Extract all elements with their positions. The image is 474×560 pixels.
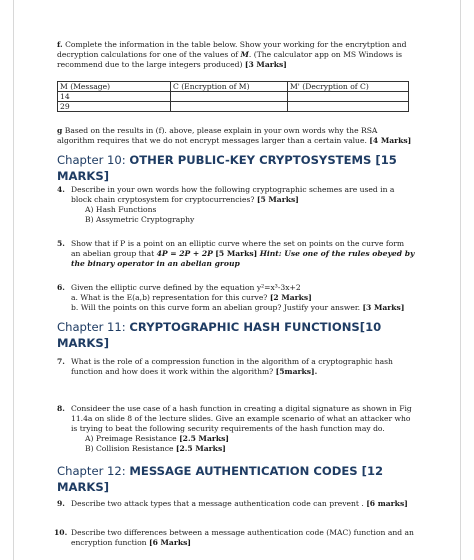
table-cell[interactable] (288, 102, 409, 112)
chapter-prefix: Chapter 11: (57, 320, 130, 334)
question-7 (57, 357, 415, 377)
table-header: M' (Decryption of C) (288, 82, 409, 92)
part-g-text: Based on the results in (f). above, please explain in your own words why the RSA algorithm requires that we do not encrypt messages larger than a certain value. (57, 126, 378, 145)
option-label: B) Collision Resistance (85, 444, 174, 453)
question-marks: [6 Marks] (149, 538, 191, 547)
chapter-title: CRYPTOGRAPHIC HASH FUNCTIONS[10 MARKS] (57, 320, 382, 350)
chapter-12-heading (57, 463, 415, 495)
chapter-10-heading (57, 152, 415, 184)
table-cell[interactable] (288, 92, 409, 102)
part-f-var: M (240, 50, 249, 59)
document-content (54, 40, 415, 548)
question-part-b: b. Will the points on this curve form an abelian group? Justify your answer. (71, 303, 361, 312)
question-formula: 4P = 2P + 2P (156, 249, 213, 258)
chapter-11-heading (57, 319, 415, 351)
question-text: Consideer the use case of a hash function in creating a digital signature as shown in Fig 11.4a on slide 8 of the lecture slides. Give an example scenario of what an attacker who is trying to beat the following security requirements of the hash function may do. (71, 404, 412, 433)
chapter-title: MESSAGE AUTHENTICATION CODES [12 MARKS] (57, 464, 384, 494)
option-marks: [2.5 Marks] (175, 444, 226, 453)
chapter-title: OTHER PUBLIC-KEY CRYPTOSYSTEMS [15 MARKS] (57, 153, 397, 183)
option-a: A) Hash Functions (85, 205, 157, 214)
part-f-marks: [3 Marks] (244, 60, 287, 69)
question-text: Describe in your own words how the following cryptographic schemes are used in a block chain cryptosystem for cryptocurrencies? (71, 185, 395, 204)
question-9 (57, 499, 415, 509)
question-10 (54, 528, 415, 548)
question-number: 8. (57, 404, 65, 413)
question-marks: [6 marks] (366, 499, 408, 508)
question-part-b-marks: [3 Marks] (362, 303, 405, 312)
question-part-a: a. What is the E(a,b) representation for this curve? (71, 293, 268, 302)
part-f (57, 40, 415, 70)
question-marks: [5 Marks] (256, 195, 299, 204)
table-cell[interactable] (171, 92, 288, 102)
question-5 (57, 239, 415, 269)
option-marks: [2.5 Marks] (179, 434, 229, 443)
chapter-prefix: Chapter 10: (57, 153, 130, 167)
question-number: 9. (57, 499, 65, 508)
table-cell[interactable] (171, 102, 288, 112)
part-f-label: f. (57, 40, 63, 49)
table-header-row (58, 82, 409, 92)
question-text: Given the elliptic curve defined by the equation y²=x³-3x+2 (71, 283, 301, 292)
table-row (58, 102, 409, 112)
part-f-text-2: . (The calculator app on MS Windows is recommend due to the large integers produced) (57, 50, 403, 69)
table-cell: 29 (58, 102, 171, 112)
question-text: Describe two attack types that a message authentication code can prevent . (71, 499, 364, 508)
table-cell: 14 (58, 92, 171, 102)
question-number: 5. (57, 239, 65, 248)
part-g-marks: [4 Marks] (369, 136, 412, 145)
question-6 (57, 283, 415, 313)
page-border-left (13, 0, 14, 560)
option-label: A) Preimage Resistance (85, 434, 177, 443)
question-marks: [5marks]. (275, 367, 318, 376)
question-text: Describe two differences between a message authentication code (MAC) function and an encryption function (71, 528, 414, 547)
part-g (57, 126, 415, 146)
part-g-label: g (57, 126, 63, 135)
question-part-a-marks: [2 Marks] (269, 293, 312, 302)
option-a (57, 434, 415, 444)
part-f-text: Complete the information in the table below. Show your working for the encrytption and decryption calculations for one of the values of (57, 40, 407, 59)
table-row (58, 92, 409, 102)
question-hint: Hint: Use one of the rules obeyed by the binary operator in an abelian group (71, 249, 415, 268)
question-number: 7. (57, 357, 65, 366)
page-border-right (460, 0, 461, 560)
question-text: Show that if P is a point on an elliptic curve where the set on points on the curve form an abelian group that (71, 239, 405, 258)
table-header: M (Message) (58, 82, 171, 92)
question-4 (57, 185, 415, 205)
question-8 (57, 404, 415, 434)
question-text: What is the role of a compression function in the algorithm of a cryptographic hash function and how does it work within the algorithm? (71, 357, 393, 376)
option-b: B) Assymetric Cryptography (85, 215, 195, 224)
chapter-prefix: Chapter 12: (57, 464, 130, 478)
table-header: C (Encryption of M) (171, 82, 288, 92)
option-b (57, 444, 415, 454)
rsa-table (57, 81, 409, 112)
question-number: 6. (57, 283, 65, 292)
question-number: 4. (57, 185, 65, 194)
question-marks: [5 Marks] (215, 249, 258, 258)
question-number: 10. (54, 528, 68, 537)
